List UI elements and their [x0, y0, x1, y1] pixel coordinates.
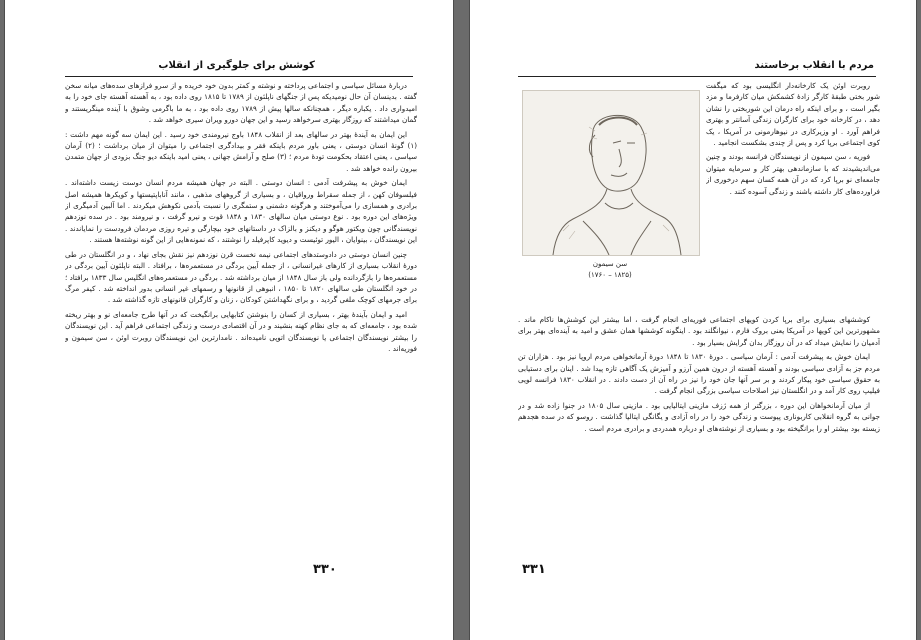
page-number: ۳۳۱	[522, 562, 546, 577]
header-rule	[518, 76, 876, 77]
paragraph: چنین انسان دوستی در دادوستدهای اجتماعی نیمه نخست قرن نوزدهم نیز نقش بجای نهاد ، و در انگلستان در طی دورهٔ انقلاب بسیاری از کارهای غیرانسانی ، از جمله آیین بردگی در مستعمره‌ها ، برافتاد . البته ناپلئون آیین بردگی در مستعمره‌ها را بازگردانده ولی باز سال ۱۸۴۸ از میان برداشته شد . بردگی در مستعمره‌های انگلیس سال ۱۸۳۳ برافتاد ؛ در خود انگلستان طی سالهای ۱۸۲۰ تا ۱۸۵۰ ، انبوهی از قانونها و رسمهای غیر انسانی بدور انداخته شد . کیفر مرگ برای جرمهای کوچک ملغی گردید ، و برای نگهداشتن کودکان ، زنان و کارگران قانونهای تازه گذاشته شد .	[65, 249, 417, 305]
paragraph: این ایمان به آیندهٔ بهتر در سالهای بعد از انقلاب ۱۸۴۸ باوج نیرومندی خود رسید . این ایمان سه گونه مهم داشت : (۱) گونهٔ انسان دوستی ، یعنی باور مردم باینکه فقر و بیدادگری اجتماعی را میتوان از میان برداشت ؛ (۲) آرمان سیاسی ، یعنی اعتقاد بحکومت تودهٔ مردم ؛ (۳) صلح و آرامش جهانی ، یعنی امید باینکه دیو جنگ بزودی از جهان متمدن بیرون رانده خواهد شد .	[65, 129, 417, 173]
header-rule	[65, 76, 413, 77]
paragraph: ایمان خوش به پیشرفت آدمی : انسان دوستی . البته در جهان همیشه مردم انسان دوست زیست داشته‌اند . فیلسوفان کهن ، از جمله سقراط ورواقیان ، و بسیاری از گروههای مذهبی ، مانند آناباپتیستها و کویکرها همیشه اصل برادری و همسازی را می‌آموختند و هرگونه دشمنی و ستمگری را نسبت بآدمی نکوهش میکردند . اما آلبین آدمیگری از ویژه‌های این دوره بود . نوع دوستی میان سالهای ۱۸۳۰ و ۱۸۴۸ قوت و نیرو گرفت ، و نیرومند بود . در سده نوزدهم نویسندگانی چون ویکتور هوگو و دیکنز و بالزاک در داستانهای خود بیچارگی و تیره روزی مردمان فرودست را نمایاندند . این نویسندگان ، بینوایان ، الیور توئیست و دیوید کاپرفیلد را نوشتند ، که نمونه‌هایی از این گونه نوشته‌ها هستند .	[65, 178, 417, 245]
paragraph: روبرت اوئن یک کارخانه‌دار انگلیسی بود که میگفت شور بختی طبقهٔ کارگر زادهٔ کشمکش میان کارفرما و مزد بگیر است ، و برای اینکه راه درمان این شوربختی را نشان دهد ، در کارخانه خود برای کارگران زندگی آسانتر و بهتری فراهم آورد . او وزیرکاری در نیوهارمونی در آمریکا ، یک کوی اجتماعی برپا کرد و پس از چندی بشکست انجامید .	[706, 81, 880, 148]
running-header: مردم با انقلاب برخاستند	[754, 60, 874, 71]
body-text-top	[706, 80, 880, 314]
page-number: ۳۳۰	[313, 562, 337, 577]
portrait-sketch-icon	[523, 91, 699, 255]
paragraph: ایمان خوش به پیشرفت آدمی : آرمان سیاسی . دورهٔ ۱۸۳۰ تا ۱۸۴۸ دورهٔ آرمانخواهی مردم اروپا نیز بود . هزاران تن مردم جز به آزادی سیاسی بودند و آهسته آهسته از درون همین آرزو و آمیزش یک آگاهی تازه پیدا شد . اینان برای دستیابی به حقوق سیاسی خود پیکار کردند و بر سر آنها جان خود را نیز در راه آن از دست دادند . در انقلاب ۱۸۳۰ فرانسه لویی فیلیپ روی کار آمد و در انگلستان نیز اصلاحات سیاسی بزرگی انجام گرفت .	[518, 352, 880, 396]
right-page	[470, 0, 916, 640]
running-header: کوشش برای جلوگیری از انقلاب	[158, 60, 315, 71]
body-text-bottom	[518, 314, 880, 554]
paragraph: امید و ایمان بآیندهٔ بهتر ، بسیاری از کسان را بنوشتن کتابهایی برانگیخت که در آنها طرح جامعه‌ای نو و بهتر ریخته شده بود ، جامعه‌ای که به جای نظام کهنه بنشیند و در آن اقتصادی درست و زندگی اجتماعی فراهم آید . این نویسندگان را بیشتر نویسندگان اجتماعی یا نویسندگان اتوپی نامیده‌اند . نامدارترین این نویسندگان روبرت اوئن ، سن سیمون و فوریه‌اند .	[65, 309, 417, 353]
paragraph: فوریه ، سن سیمون از نویسندگان فرانسه بودند و چنین می‌اندیشیدند که با سازماندهی بهتر کار و سرمایه میتوان جامعه‌ای نو برپا کرد که در آن همه کسان سهم درخوری از فراورده‌های کار داشته باشند و زندگی آسوده کنند .	[706, 152, 880, 196]
paragraph: کوششهای بسیاری برای برپا کردن کویهای اجتماعی فوریه‌ای انجام گرفت ، اما بیشتر این کوشش‌ها ناکام ماند . مشهورترین این کویها در آمریکا یعنی بروک فارم ، نیوانگلند بود . اینگونه کوششها همان عشق و امید به آینده‌ای بهتر برای آدمیان را نمایش میداد که در آن روزگار بدان گرایش بسیار بود .	[518, 315, 880, 347]
paragraph: دربارهٔ مسائل سیاسی و اجتماعی پرداخته و نوشته و کمتر بدون خود خریده و از سرو فرازهای سده‌های میانه سخن گفته . بدینسان آن حال نومیدیکه پس از جنگهای ناپلئون از ۱۷۸۹ تا ۱۸۱۵ روی داده بود ، به آهسته آهسته جای خود را به امیدواری داد . یکباره دیگر ، همچنانکه سالها پیش از ۱۷۸۹ روی داده بود ، به ما باگرمی وشوق با آینده مینگریستند و گمان میداشتند که روزگار بهتری سرخواهد رسید و این جهان دورو ویران سیری خواهد شد .	[65, 81, 417, 125]
paragraph: از میان آرمانخواهان این دوره ، بزرگتر از همه ژزف مازینی ایتالیایی بود . مازینی سال ۱۸۰۵ در جنوا زاده شد و در جوانی به گروه انقلابی کاربوناری پیوست و زندگی خود را در راه آزادی و یگانگی ایتالیا گذاشت . روسو که در سده هجدهم زیسته بود بیشتر او را برانگیخته بود و بسیاری از نوشته‌های او درباره همدردی و برادری مردم است .	[518, 400, 880, 433]
body-text	[65, 80, 417, 570]
left-page	[5, 0, 453, 640]
portrait-caption: سن سیمون	[592, 260, 628, 268]
portrait-image	[522, 90, 700, 256]
portrait-caption-dates: (۱۸۲۵ – ۱۷۶۰)	[588, 271, 632, 279]
